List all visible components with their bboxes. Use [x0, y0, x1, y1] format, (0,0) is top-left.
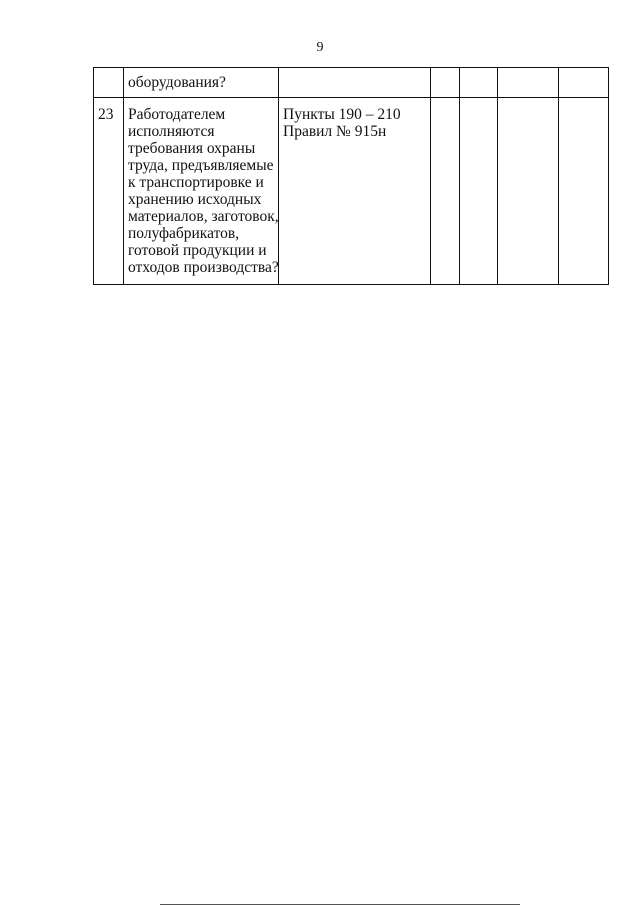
- answer-no-cell: [460, 68, 498, 98]
- reference-text: Правил № 915н: [283, 123, 387, 140]
- question-text: исполняются: [128, 123, 215, 140]
- note-cell: [559, 68, 609, 98]
- question-text: материалов, заготовок,: [128, 208, 279, 225]
- question-text: оборудования?: [128, 74, 226, 91]
- not-applicable-cell: [498, 68, 559, 98]
- page-number: 9: [316, 40, 324, 55]
- question-text: отходов производства?: [128, 259, 279, 276]
- question-text: хранению исходных: [128, 191, 262, 208]
- row-number-cell: 23: [94, 98, 124, 285]
- question-cell: [124, 98, 279, 285]
- answer-no-cell: [460, 98, 498, 285]
- question-text: полуфабрикатов,: [128, 225, 240, 242]
- answer-yes-cell: [431, 98, 460, 285]
- question-text: к транспортировке и: [128, 174, 264, 191]
- question-text: требования охраны: [128, 140, 256, 157]
- reference-cell: [279, 98, 431, 285]
- question-text: труда, предъявляемые: [128, 157, 274, 174]
- question-text: Работодателем: [128, 106, 226, 123]
- not-applicable-cell: [498, 98, 559, 285]
- note-cell: [559, 98, 609, 285]
- reference-text: Пункты 190 – 210: [283, 106, 401, 123]
- table-row: [94, 98, 609, 285]
- question-text: готовой продукции и: [128, 242, 267, 259]
- row-number-cell: [94, 68, 124, 98]
- answer-yes-cell: [431, 68, 460, 98]
- checklist-table: [93, 67, 609, 285]
- question-cell: [124, 68, 279, 98]
- reference-cell: [279, 68, 431, 98]
- table-row: [94, 68, 609, 98]
